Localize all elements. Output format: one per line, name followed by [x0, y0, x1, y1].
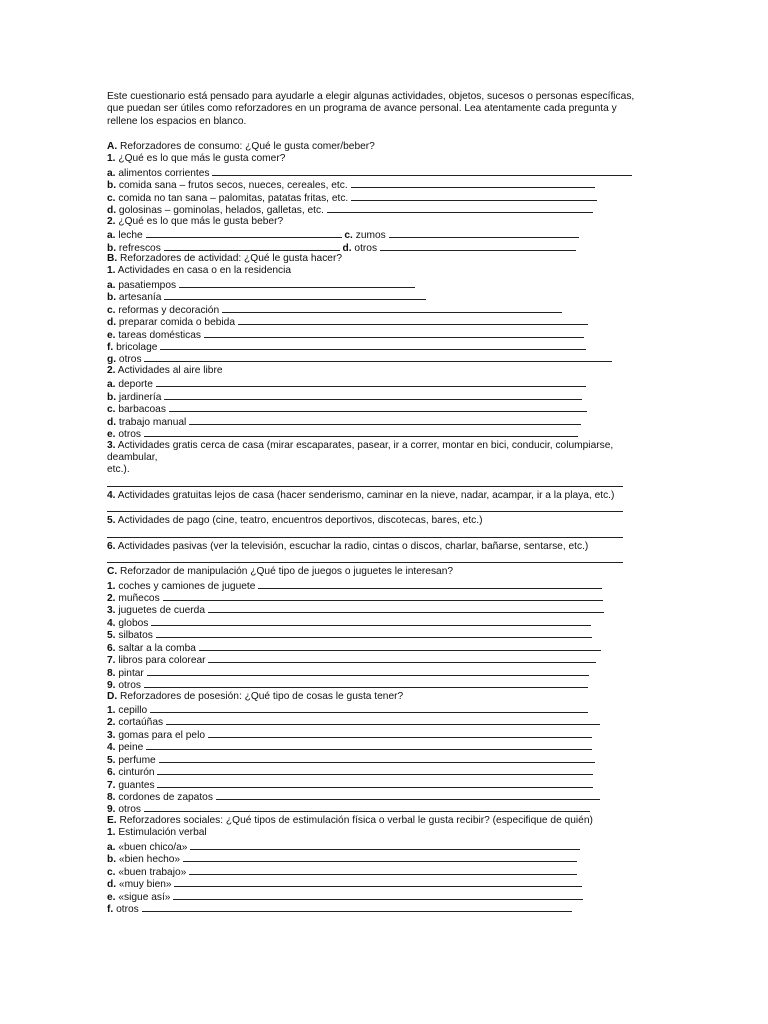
item-marker: 1. — [107, 704, 116, 716]
answer-blank[interactable] — [204, 328, 584, 338]
item-label: golosinas – gominolas, helados, galletas, etc. — [118, 205, 324, 216]
item-label: Actividades pasivas (ver la televisión, escuchar la radio, cintas o discos, charlar, bañarse, sentarse, etc.) — [117, 540, 589, 552]
answer-blank[interactable] — [164, 290, 426, 300]
question-line — [107, 890, 667, 902]
answer-blank[interactable] — [190, 840, 580, 850]
question-line — [107, 153, 667, 165]
question-line — [107, 191, 667, 203]
question-line — [107, 452, 667, 464]
question-line — [107, 402, 667, 414]
item-label: otros — [116, 903, 139, 915]
question-line — [107, 765, 667, 777]
item-marker: b. — [107, 242, 117, 253]
answer-blank[interactable] — [174, 877, 582, 887]
item-marker: 6. — [107, 642, 116, 654]
answer-blank[interactable] — [163, 591, 603, 601]
item-label: comida no tan sana – palomitas, patatas fritas, etc. — [118, 192, 349, 204]
question-line — [107, 865, 667, 877]
question-line — [107, 753, 667, 765]
question-line — [107, 352, 667, 364]
item-marker: 5. — [107, 630, 116, 641]
intro-paragraph — [107, 91, 667, 128]
item-marker: 6. — [107, 540, 116, 552]
item-marker: B. — [107, 252, 118, 264]
question-line — [107, 641, 667, 653]
item-label: «buen trabajo» — [118, 866, 187, 878]
item-marker: c. — [344, 230, 353, 241]
item-label: Reforzadores sociales: ¿Qué tipos de estimulación física o verbal le gusta recibir? (especifique de quién) — [119, 814, 593, 826]
questionnaire-body — [107, 141, 667, 914]
item-label: otros — [354, 242, 378, 253]
question-line — [107, 328, 667, 340]
item-marker: a. — [107, 379, 116, 390]
item-label: ¿Qué es lo que más le gusta beber? — [118, 215, 284, 227]
answer-blank[interactable] — [146, 740, 592, 750]
item-label: Estimulación verbal — [118, 827, 207, 839]
item-marker: f. — [107, 903, 114, 915]
item-label: deporte — [118, 379, 153, 390]
item-label: Reforzadores de posesión: ¿Qué tipo de cosas le gusta tener? — [120, 690, 404, 702]
item-marker: 1. — [107, 265, 116, 277]
item-marker: 7. — [107, 779, 116, 790]
question-line — [107, 740, 667, 752]
item-marker: 4. — [107, 742, 116, 753]
answer-blank[interactable] — [107, 477, 623, 487]
answer-blank[interactable] — [189, 865, 577, 875]
item-marker: a. — [107, 230, 116, 241]
item-label: otros — [118, 354, 142, 365]
item-label: deambular, — [107, 451, 158, 463]
answer-blank[interactable] — [389, 228, 579, 238]
answer-blank[interactable] — [147, 666, 589, 676]
answer-blank[interactable] — [216, 790, 600, 800]
question-line — [107, 390, 667, 402]
answer-blank[interactable] — [107, 528, 623, 538]
item-label: refrescos — [118, 242, 161, 253]
answer-blank[interactable] — [166, 715, 600, 725]
item-marker: 3. — [107, 605, 116, 616]
item-marker: 8. — [107, 667, 116, 679]
answer-blank[interactable] — [351, 191, 597, 201]
question-line — [107, 877, 667, 889]
item-marker: 2. — [107, 215, 116, 227]
item-label: Actividades gratuitas lejos de casa (hacer senderismo, caminar en la nieve, nadar, acampar, ir a la playa, etc.) — [117, 489, 615, 501]
item-label: trabajo manual — [118, 416, 187, 428]
question-line — [107, 141, 667, 153]
item-label: preparar comida o bebida — [118, 317, 236, 328]
item-label: Reforzadores de consumo: ¿Qué le gusta comer/beber? — [120, 141, 375, 152]
question-line — [107, 790, 667, 802]
item-marker: e. — [107, 429, 116, 440]
question-line — [107, 840, 667, 852]
answer-blank[interactable] — [151, 616, 591, 626]
question-line — [107, 440, 667, 452]
item-marker: d. — [342, 242, 352, 253]
question-line — [107, 315, 667, 327]
item-label: globos — [118, 617, 149, 629]
item-marker: d. — [107, 879, 117, 890]
question-line — [107, 228, 667, 240]
answer-blank[interactable] — [144, 802, 590, 812]
item-marker: 3. — [107, 729, 116, 741]
answer-blank[interactable] — [160, 340, 586, 350]
item-marker: 1. — [107, 153, 116, 165]
item-label: barbacoas — [118, 404, 166, 415]
item-label: peine — [118, 742, 144, 753]
question-line — [107, 802, 667, 814]
item-label: «sigue así» — [118, 891, 171, 902]
item-label: pintar — [118, 667, 144, 679]
intro-line: rellene los espacios en blanco. — [107, 115, 247, 127]
question-line — [107, 603, 667, 615]
item-marker: 5. — [107, 754, 116, 766]
answer-blank[interactable] — [380, 241, 576, 251]
item-label: tareas domésticas — [118, 329, 202, 340]
answer-blank[interactable] — [146, 228, 342, 238]
answer-blank[interactable] — [150, 703, 588, 713]
answer-blank[interactable] — [144, 427, 578, 437]
question-line — [107, 241, 667, 253]
question-line — [107, 377, 667, 389]
answer-blank[interactable] — [157, 778, 593, 788]
item-marker: 1. — [107, 580, 116, 591]
question-line — [107, 616, 667, 628]
intro-line: Este cuestionario está pensado para ayudarle a elegir algunas actividades, objetos, sucesos o personas específicas, — [107, 91, 635, 102]
item-label: libros para colorear — [118, 655, 206, 666]
item-label: perfume — [118, 754, 156, 766]
item-label: cepillo — [118, 704, 148, 716]
item-label: ¿Qué es lo que más le gusta comer? — [118, 153, 286, 165]
item-marker: c. — [107, 304, 116, 316]
answer-blank[interactable] — [208, 728, 592, 738]
answer-blank[interactable] — [222, 303, 562, 313]
item-label: alimentos corrientes — [118, 167, 210, 179]
item-marker: b. — [107, 180, 117, 191]
item-label: cinturón — [118, 767, 155, 778]
answer-blank[interactable] — [156, 628, 592, 638]
question-line — [107, 815, 667, 827]
item-label: «bien hecho» — [118, 854, 181, 865]
item-marker: 9. — [107, 804, 116, 815]
item-marker: a. — [107, 279, 116, 291]
item-marker: d. — [107, 317, 117, 328]
item-marker: c. — [107, 192, 116, 204]
item-marker: 2. — [107, 593, 116, 604]
answer-blank[interactable] — [107, 502, 623, 512]
answer-blank[interactable] — [144, 352, 612, 362]
item-marker: c. — [107, 404, 116, 415]
item-marker: 3. — [107, 439, 116, 451]
question-line — [107, 541, 667, 553]
item-marker: e. — [107, 891, 116, 902]
item-label: Actividades gratis cerca de casa (mirar escaparates, pasear, ir a correr, montar en bici, conducir, columpiarse, — [117, 439, 614, 451]
answer-blank[interactable] — [189, 415, 581, 425]
question-line — [107, 666, 667, 678]
item-label: leche — [118, 230, 143, 241]
answer-blank[interactable] — [159, 753, 595, 763]
answer-blank[interactable] — [169, 402, 587, 412]
item-marker: f. — [107, 342, 114, 353]
item-label: Actividades en casa o en la residencia — [117, 265, 292, 277]
answer-line — [107, 528, 667, 541]
item-marker: E. — [107, 814, 117, 826]
item-label: comida sana – frutos secos, nueces, cereales, etc. — [118, 180, 348, 191]
item-marker: c. — [107, 866, 116, 878]
item-marker: 4. — [107, 617, 116, 629]
item-marker: 9. — [107, 680, 116, 691]
answer-blank[interactable] — [199, 641, 601, 651]
question-line — [107, 415, 667, 427]
item-marker: 4. — [107, 489, 116, 501]
item-marker: 2. — [107, 717, 116, 728]
question-line — [107, 778, 667, 790]
item-label: Actividades de pago (cine, teatro, encuentros deportivos, discotecas, bares, etc.) — [117, 515, 483, 527]
item-label: Actividades al aire libre — [117, 364, 223, 376]
item-label: cordones de zapatos — [118, 792, 213, 803]
item-marker: a. — [107, 167, 116, 179]
answer-line — [107, 477, 667, 490]
question-line — [107, 427, 667, 439]
question-line — [107, 678, 667, 690]
question-line — [107, 253, 667, 265]
answer-blank[interactable] — [208, 653, 596, 663]
item-label: silbatos — [118, 630, 153, 641]
item-label: guantes — [118, 779, 155, 790]
answer-blank[interactable] — [142, 902, 572, 912]
item-label: juguetes de cuerda — [118, 605, 206, 616]
item-marker: 1. — [107, 827, 116, 839]
item-label: saltar a la comba — [118, 642, 196, 654]
question-line — [107, 278, 667, 290]
question-line — [107, 340, 667, 352]
question-line — [107, 579, 667, 591]
question-line — [107, 691, 667, 703]
item-marker: e. — [107, 329, 116, 340]
question-line — [107, 464, 667, 476]
item-label: otros — [118, 429, 141, 440]
item-marker: 7. — [107, 655, 116, 666]
answer-line — [107, 502, 667, 515]
item-marker: b. — [107, 854, 117, 865]
question-line — [107, 203, 667, 215]
item-label: bricolage — [116, 342, 158, 353]
item-label: cortaúñas — [118, 717, 164, 728]
item-label: reformas y decoración — [118, 304, 220, 316]
question-line — [107, 178, 667, 190]
question-line — [107, 216, 667, 228]
item-marker: 6. — [107, 767, 116, 778]
answer-blank[interactable] — [327, 203, 593, 213]
item-marker: 8. — [107, 792, 116, 803]
question-line — [107, 628, 667, 640]
item-label: jardinería — [118, 391, 162, 403]
item-label: muñecos — [118, 593, 160, 604]
item-label: otros — [118, 680, 141, 691]
item-marker: d. — [107, 416, 117, 428]
question-line — [107, 566, 667, 578]
item-marker: D. — [107, 690, 118, 702]
item-label: otros — [118, 804, 141, 815]
item-label: etc.). — [107, 464, 130, 476]
item-label: «buen chico/a» — [118, 841, 188, 853]
question-line — [107, 490, 667, 502]
answer-blank[interactable] — [164, 241, 340, 251]
question-line — [107, 715, 667, 727]
answer-blank[interactable] — [208, 603, 604, 613]
question-line — [107, 902, 667, 914]
item-label: gomas para el pelo — [118, 729, 205, 741]
item-marker: 5. — [107, 515, 116, 527]
answer-blank[interactable] — [179, 278, 415, 288]
item-marker: A. — [107, 141, 118, 152]
item-label: zumos — [355, 230, 386, 241]
item-marker: b. — [107, 391, 117, 403]
answer-blank[interactable] — [351, 178, 595, 188]
item-label: artesanía — [118, 292, 162, 303]
question-line — [107, 290, 667, 302]
answer-blank[interactable] — [212, 166, 632, 176]
answer-blank[interactable] — [183, 852, 577, 862]
answer-blank[interactable] — [144, 678, 588, 688]
question-line — [107, 303, 667, 315]
item-marker: 2. — [107, 364, 116, 376]
item-marker: a. — [107, 841, 116, 853]
answer-blank[interactable] — [107, 553, 623, 563]
answer-blank[interactable] — [173, 890, 583, 900]
question-line — [107, 653, 667, 665]
item-marker: C. — [107, 566, 118, 578]
item-label: Reforzador de manipulación ¿Qué tipo de juegos o juguetes le interesan? — [120, 566, 454, 578]
question-line — [107, 728, 667, 740]
intro-line: que puedan ser útiles como reforzadores en un programa de avance personal. Lea atentamente cada pregunta y — [107, 103, 617, 115]
question-line — [107, 703, 667, 715]
item-label: Reforzadores de actividad: ¿Qué le gusta hacer? — [120, 252, 343, 264]
item-label: «muy bien» — [118, 879, 172, 890]
question-line — [107, 265, 667, 277]
answer-blank[interactable] — [258, 579, 602, 589]
item-label: coches y camiones de juguete — [118, 580, 256, 591]
question-line — [107, 515, 667, 527]
answer-blank[interactable] — [157, 765, 593, 775]
answer-blank[interactable] — [238, 315, 588, 325]
question-line — [107, 166, 667, 178]
question-line — [107, 365, 667, 377]
item-label: pasatiempos — [118, 279, 177, 291]
item-marker: g. — [107, 354, 117, 365]
item-marker: d. — [107, 205, 117, 216]
item-marker: b. — [107, 292, 117, 303]
question-line — [107, 852, 667, 864]
answer-line — [107, 553, 667, 566]
answer-blank[interactable] — [156, 377, 586, 387]
question-line — [107, 827, 667, 839]
question-line — [107, 591, 667, 603]
answer-blank[interactable] — [164, 390, 582, 400]
